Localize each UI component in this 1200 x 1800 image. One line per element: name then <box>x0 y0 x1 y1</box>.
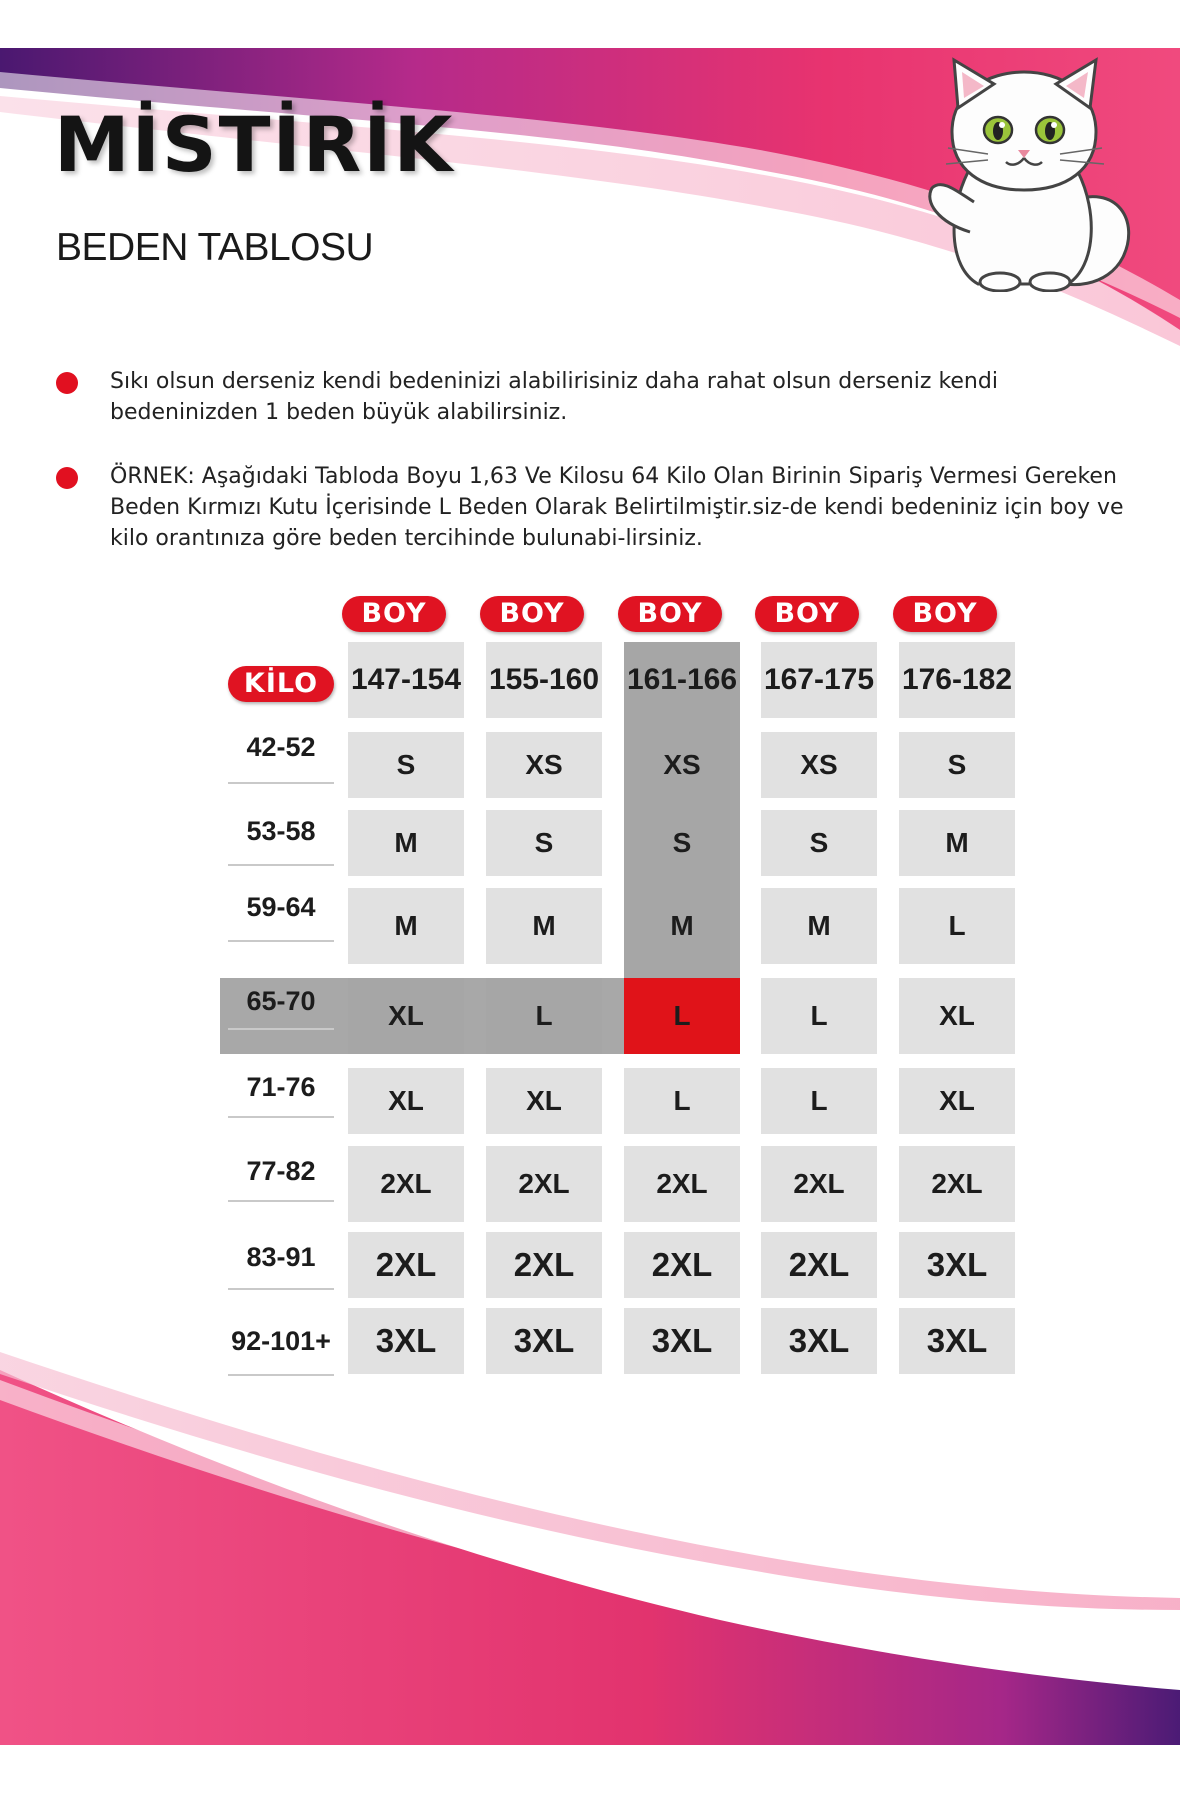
size-cell: M <box>899 810 1015 876</box>
boy-badge: BOY <box>480 596 584 632</box>
size-cell: L <box>761 978 877 1054</box>
bullet-icon <box>56 467 78 489</box>
kilo-range-label: 83-91 <box>246 1242 316 1272</box>
note-2-text: ÖRNEK: Aşağıdaki Tabloda Boyu 1,63 Ve Kilosu 64 Kilo Olan Birinin Sipariş Vermesi Gereken Beden Kırmızı Kutu İçerisinde L Beden Olarak Belirtilmiştir.siz-de kendi bedeniniz için boy ve kilo orantınıza göre beden tercihinde bulunabi-lirsiniz. <box>110 464 1124 551</box>
size-cell: 2XL <box>348 1146 464 1222</box>
size-cell: S <box>624 810 740 876</box>
size-cell: L <box>761 1068 877 1134</box>
size-cell: S <box>348 732 464 798</box>
size-cell: M <box>486 888 602 964</box>
size-cell: S <box>486 810 602 876</box>
height-header-cell: 167-175 <box>761 642 877 718</box>
size-cell: 3XL <box>761 1308 877 1374</box>
kilo-underline <box>228 1028 334 1030</box>
size-cell: 3XL <box>899 1232 1015 1298</box>
selected-size-cell: L <box>624 978 740 1054</box>
size-cell: 2XL <box>486 1232 602 1298</box>
kilo-underline <box>228 864 334 866</box>
brand-logo: MİSTİRİK <box>54 100 455 189</box>
kilo-range-label: 77-82 <box>246 1156 316 1186</box>
size-cell: XS <box>624 732 740 798</box>
kilo-underline <box>228 940 334 942</box>
kilo-badge: KİLO <box>228 666 334 702</box>
size-cell: M <box>348 810 464 876</box>
kilo-range-label: 59-64 <box>246 892 316 922</box>
bullet-icon <box>56 372 78 394</box>
size-cell: XS <box>486 732 602 798</box>
kilo-range-label: 92-101+ <box>231 1326 331 1356</box>
size-cell: L <box>624 1068 740 1134</box>
note-2 <box>54 461 1144 554</box>
kilo-underline <box>228 782 334 784</box>
size-cell: M <box>761 888 877 964</box>
height-header-cell: 155-160 <box>486 642 602 718</box>
size-cell: 2XL <box>761 1146 877 1222</box>
kilo-underline <box>228 1288 334 1290</box>
boy-badge: BOY <box>755 596 859 632</box>
size-cell: 2XL <box>624 1146 740 1222</box>
size-cell: 2XL <box>761 1232 877 1298</box>
size-cell: XL <box>899 1068 1015 1134</box>
kilo-underline <box>228 1200 334 1202</box>
size-cell: L <box>899 888 1015 964</box>
boy-badge: BOY <box>342 596 446 632</box>
size-cell: 2XL <box>899 1146 1015 1222</box>
height-header-cell: 161-166 <box>624 642 740 718</box>
cat-mascot-icon <box>918 52 1148 292</box>
size-cell: XL <box>486 1068 602 1134</box>
size-cell: 3XL <box>486 1308 602 1374</box>
size-cell: M <box>624 888 740 964</box>
size-cell: 3XL <box>899 1308 1015 1374</box>
size-cell: S <box>761 810 877 876</box>
kilo-underline <box>228 1374 334 1376</box>
boy-badge: BOY <box>893 596 997 632</box>
height-header-cell: 176-182 <box>899 642 1015 718</box>
kilo-range-label: 71-76 <box>246 1072 316 1102</box>
kilo-range-label: 42-52 <box>246 732 316 762</box>
size-cell: XL <box>899 978 1015 1054</box>
kilo-range-label: 65-70 <box>246 986 316 1016</box>
instructions <box>54 366 1144 554</box>
size-cell: 3XL <box>624 1308 740 1374</box>
size-cell: 2XL <box>624 1232 740 1298</box>
kilo-range-label: 53-58 <box>246 816 316 846</box>
size-cell: S <box>899 732 1015 798</box>
size-cell: XL <box>348 1068 464 1134</box>
size-cell: XS <box>761 732 877 798</box>
page-subtitle: BEDEN TABLOSU <box>56 226 374 269</box>
note-1-text: Sıkı olsun derseniz kendi bedeninizi alabilirisiniz daha rahat olsun derseniz kendi bedeninizden 1 beden büyük alabilirsiniz. <box>110 369 998 425</box>
height-header-cell: 147-154 <box>348 642 464 718</box>
size-cell: 2XL <box>348 1232 464 1298</box>
size-cell: XL <box>348 978 464 1054</box>
size-cell: 2XL <box>486 1146 602 1222</box>
boy-badge: BOY <box>618 596 722 632</box>
kilo-underline <box>228 1116 334 1118</box>
note-1 <box>54 366 1144 428</box>
size-cell: M <box>348 888 464 964</box>
size-cell: 3XL <box>348 1308 464 1374</box>
size-cell: L <box>486 978 602 1054</box>
